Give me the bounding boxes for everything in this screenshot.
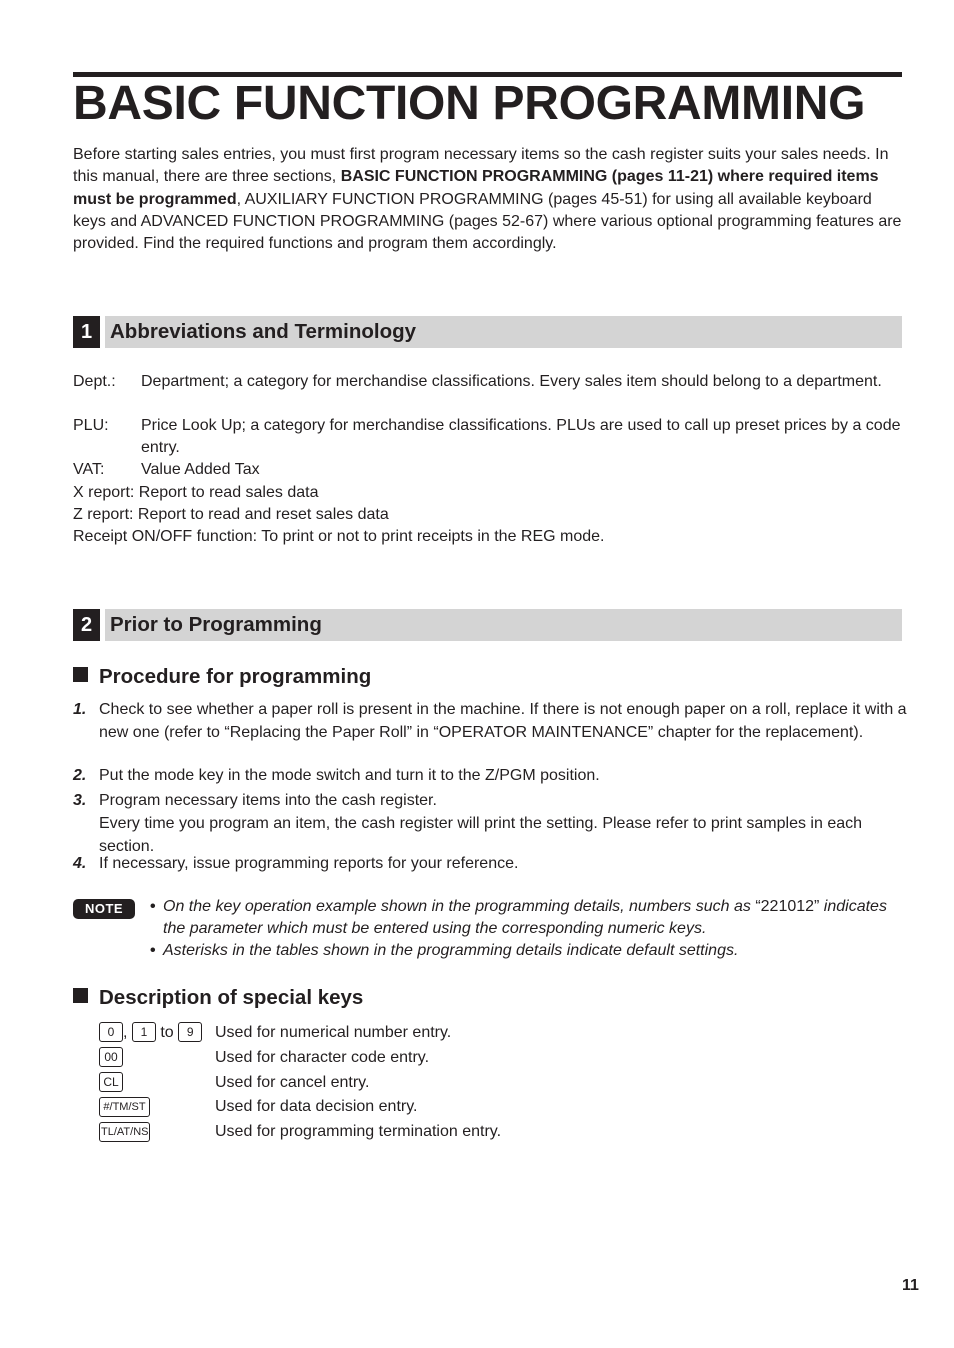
square-bullet-icon bbox=[73, 667, 88, 682]
note-bullet-1: • bbox=[150, 898, 156, 915]
key-tl-at-ns-icon: TL/AT/NS bbox=[99, 1122, 150, 1142]
key-range-to: to bbox=[160, 1024, 174, 1041]
step-4-text: If necessary, issue programming reports for your reference. bbox=[99, 855, 519, 872]
key-00-icon: 00 bbox=[99, 1047, 123, 1067]
term-plu: PLU: bbox=[73, 417, 109, 434]
key-tl-row bbox=[99, 1120, 150, 1145]
key-tm-description: Used for data decision entry. bbox=[215, 1098, 418, 1115]
key-cl-description: Used for cancel entry. bbox=[215, 1074, 370, 1091]
step-3-number: 3. bbox=[73, 792, 87, 809]
definition-plu: Price Look Up; a category for merchandise classifications. PLUs are used to call up preset prices by a code entry. bbox=[141, 417, 901, 456]
note-1-code: “221012” bbox=[755, 898, 820, 915]
step-4-number: 4. bbox=[73, 855, 87, 872]
intro-bold-text: BASIC FUNCTION PROGRAMMING (pages 11-21) where required items must be programmed bbox=[73, 168, 879, 208]
section-1-header bbox=[73, 316, 902, 348]
key-cl-icon: CL bbox=[99, 1072, 123, 1092]
page-number: 11 bbox=[902, 1277, 919, 1294]
term-z-report: Z report: Report to read and reset sales data bbox=[73, 506, 389, 523]
numeric-keys-row bbox=[99, 1021, 202, 1046]
page-title: BASIC FUNCTION PROGRAMMING bbox=[73, 77, 866, 130]
special-keys-heading bbox=[73, 985, 363, 1011]
numeric-keys-description: Used for numerical number entry. bbox=[215, 1024, 452, 1041]
section-2-number: 2 bbox=[73, 609, 100, 641]
procedure-heading bbox=[73, 664, 371, 690]
note-item-2 bbox=[150, 940, 910, 962]
step-1-number: 1. bbox=[73, 701, 87, 718]
section-2-gap bbox=[100, 609, 105, 641]
section-1-gap bbox=[100, 316, 105, 348]
intro-paragraph bbox=[73, 144, 908, 255]
key-cl-row bbox=[99, 1071, 123, 1096]
note-bullet-2: • bbox=[150, 942, 156, 959]
note-badge: NOTE bbox=[73, 899, 135, 919]
key-tm-st-icon: #/TM/ST bbox=[99, 1097, 150, 1117]
procedure-heading-text: Procedure for programming bbox=[99, 665, 372, 688]
step-3-text-continued: Every time you program an item, the cash register will print the setting. Please refer to print samples in each section. bbox=[99, 815, 863, 855]
square-bullet-icon bbox=[73, 988, 88, 1003]
intro-text-2: , AUXILIARY FUNCTION PROGRAMMING (pages 45-51) for using all available keyboard keys and ADVANCED FUNCTION PROGRAMMING (pages 52-67) where various optional programming features are provided. Find the required functions and program them accordingly. bbox=[73, 190, 902, 253]
step-2-text: Put the mode key in the mode switch and turn it to the Z/PGM position. bbox=[99, 767, 600, 784]
key-00-description: Used for character code entry. bbox=[215, 1049, 430, 1066]
term-receipt-onoff: Receipt ON/OFF function: To print or not to print receipts in the REG mode. bbox=[73, 528, 605, 545]
key-0-icon: 0 bbox=[99, 1022, 123, 1042]
note-2-text: Asterisks in the tables shown in the programming details indicate default settings. bbox=[163, 942, 739, 959]
note-1-text-b: indicates the parameter which must be entered using the corresponding numeric keys. bbox=[163, 898, 887, 937]
term-vat: VAT: bbox=[73, 461, 105, 478]
definition-dept: Department; a category for merchandise classifications. Every sales item should belong to a department. bbox=[141, 373, 882, 390]
term-dept: Dept.: bbox=[73, 373, 116, 390]
term-x-report: X report: Report to read sales data bbox=[73, 484, 319, 501]
key-tm-row bbox=[99, 1095, 150, 1120]
note-item-1 bbox=[150, 896, 910, 940]
key-tl-description: Used for programming termination entry. bbox=[215, 1123, 502, 1140]
definition-vat: Value Added Tax bbox=[141, 461, 260, 478]
key-1-icon: 1 bbox=[132, 1022, 156, 1042]
section-2-title: Prior to Programming bbox=[110, 613, 322, 636]
step-3-text: Program necessary items into the cash register. bbox=[99, 792, 437, 809]
step-1-text: Check to see whether a paper roll is present in the machine. If there is not enough paper on a roll, replace it with a new one (refer to “Replacing the Paper Roll” in “OPERATOR MAINTENANCE” chapter for the replacement). bbox=[99, 701, 907, 741]
special-keys-heading-text: Description of special keys bbox=[99, 986, 364, 1009]
intro-text-1: Before starting sales entries, you must first program necessary items so the cash register suits your sales needs. In this manual, there are three sections, bbox=[73, 146, 889, 186]
section-2-header bbox=[73, 609, 902, 641]
section-1-number: 1 bbox=[73, 316, 100, 348]
key-9-icon: 9 bbox=[178, 1022, 202, 1042]
key-00-row bbox=[99, 1046, 123, 1071]
key-separator: , bbox=[123, 1024, 128, 1041]
note-1-text-a: On the key operation example shown in the programming details, numbers such as bbox=[163, 898, 756, 915]
step-2-number: 2. bbox=[73, 767, 87, 784]
section-1-title: Abbreviations and Terminology bbox=[110, 320, 417, 343]
